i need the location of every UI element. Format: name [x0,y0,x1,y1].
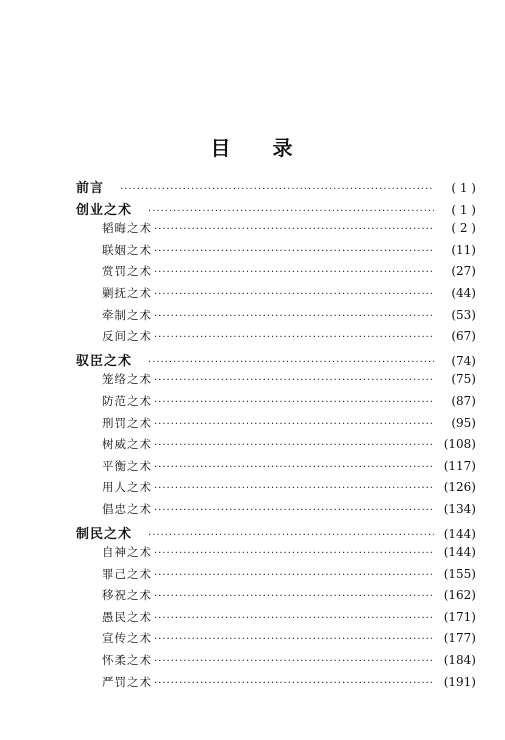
toc-section-row [76,285,476,307]
toc-entry-label: 创业之术 [76,202,133,218]
toc-page-number: (53) [451,307,476,322]
toc-page-number: (74) [451,353,476,368]
dot-leader [154,678,434,689]
dot-leader [154,440,434,451]
title-char-2: 录 [272,136,295,160]
dot-leader [154,505,434,516]
dot-leader [120,184,434,195]
dot-leader [154,548,434,559]
toc-entry-label: 平衡之术 [102,458,152,473]
toc-entry-label: 驭臣之术 [76,353,133,369]
dot-leader [148,206,434,217]
dot-leader [154,419,434,430]
table-of-contents [76,177,476,695]
toc-entry-label: 韬晦之术 [102,221,152,236]
toc-page-number: (126) [443,480,476,495]
dot-leader [154,246,434,257]
dot-leader [154,483,434,494]
dot-leader [154,570,434,581]
toc-section-row [76,263,476,285]
toc-page-number: (44) [451,285,476,300]
dot-leader [154,224,434,235]
toc-page-number: (75) [451,372,476,387]
toc-entry-label: 赏罚之术 [102,264,152,279]
toc-section-row [76,609,476,631]
dot-leader [154,591,434,602]
toc-section-row [76,566,476,588]
toc-entry-label: 牵制之术 [102,307,152,322]
dot-leader [154,267,434,278]
toc-section-row [76,652,476,674]
toc-entry-label: 防范之术 [102,393,152,408]
toc-page-number: (171) [443,609,476,624]
toc-chapter-row [76,523,476,545]
toc-entry-label: 愚民之术 [102,609,152,624]
toc-section-row [76,501,476,523]
dot-leader [148,357,434,368]
dot-leader [154,375,434,386]
page-title [0,132,505,161]
toc-page-number: (162) [443,588,476,603]
toc-page-number: (155) [443,566,476,581]
toc-entry-label: 用人之术 [102,480,152,495]
toc-page-number: (108) [443,437,476,452]
toc-section-row [76,458,476,480]
toc-section-row [76,242,476,264]
toc-page-number: ( 1 ) [451,181,476,195]
dot-leader [148,530,434,541]
toc-page-number: (177) [443,631,476,646]
toc-page-number: (11) [451,242,476,257]
toc-page-number: (134) [443,501,476,516]
toc-entry-label: 怀柔之术 [102,653,152,668]
toc-entry-label: 树威之术 [102,437,152,452]
toc-entry-label: 制民之术 [76,526,133,542]
dot-leader [154,613,434,624]
toc-page-number: (27) [451,264,476,279]
dot-leader [154,397,434,408]
toc-entry-label: 前言 [76,181,105,196]
dot-leader [154,311,434,322]
toc-entry-label: 罪己之术 [102,566,152,581]
dot-leader [154,462,434,473]
toc-entry-label: 刑罚之术 [102,415,152,430]
toc-section-row [76,544,476,566]
toc-chapter-row [76,177,476,199]
toc-entry-label: 自神之术 [102,545,152,560]
toc-entry-label: 笼络之术 [102,372,152,387]
dot-leader [154,656,434,667]
toc-section-row [76,674,476,696]
toc-page-number: (67) [451,329,476,344]
toc-page-number: ( 1 ) [451,202,476,217]
toc-page-number: ( 2 ) [451,221,476,236]
toc-page-number: (184) [443,653,476,668]
dot-leader [154,332,434,343]
toc-section-row [76,393,476,415]
toc-page-number: (95) [451,415,476,430]
toc-entry-label: 剿抚之术 [102,285,152,300]
toc-section-row [76,630,476,652]
toc-entry-label: 倡忠之术 [102,501,152,516]
toc-entry-label: 移祝之术 [102,588,152,603]
toc-entry-label: 联姻之术 [102,242,152,257]
toc-section-row [76,587,476,609]
toc-section-row [76,479,476,501]
toc-section-row [76,436,476,458]
toc-section-row [76,307,476,329]
toc-entry-label: 宣传之术 [102,631,152,646]
toc-chapter-row [76,350,476,372]
toc-chapter-row [76,199,476,221]
toc-section-row [76,415,476,437]
title-char-1: 目 [210,136,233,160]
toc-page-number: (117) [443,458,476,473]
toc-page-number: (144) [443,545,476,560]
toc-entry-label: 严罚之术 [102,674,152,689]
toc-page-number: (87) [451,393,476,408]
toc-section-row [76,220,476,242]
toc-section-row [76,328,476,350]
toc-page-number: (144) [443,526,476,541]
toc-page-number: (191) [443,674,476,689]
toc-section-row [76,371,476,393]
dot-leader [154,634,434,645]
toc-entry-label: 反间之术 [102,329,152,344]
dot-leader [154,289,434,300]
